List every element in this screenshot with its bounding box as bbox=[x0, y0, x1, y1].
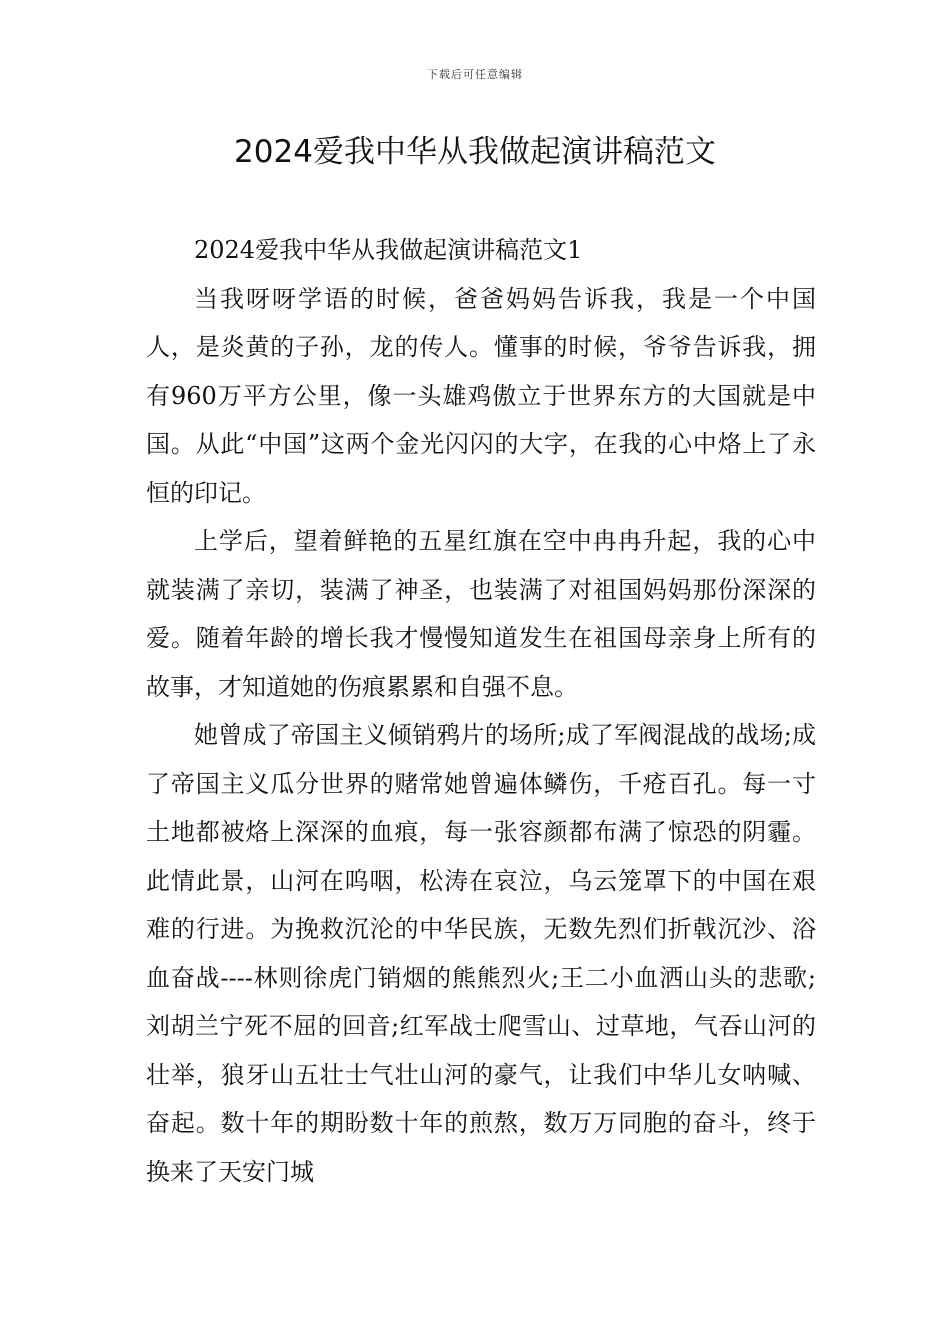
document-title: 2024爱我中华从我做起演讲稿范文 bbox=[234, 134, 716, 170]
paragraph-3: 她曾成了帝国主义倾销鸦片的场所;成了军阀混战的战场;成了帝国主义瓜分世界的赌常她曾遍体鳞伤，千疮百孔。每一寸土地都被烙上深深的血痕，每一张容颜都布满了惊恐的阴霾。此情此景，山河在呜咽，松涛在哀泣，乌云笼罩下的中国在艰难的行进。为挽救沉沦的中华民族，无数先烈们折戟沉沙、浴血奋战----林则徐虎门销烟的熊熊烈火;王二小血洒山头的悲歌;刘胡兰宁死不屈的回音;红军战士爬雪山、过草地，气吞山河的壮举，狼牙山五壮士气壮山河的豪气，让我们中华儿女呐喊、奋起。数十年的期盼数十年的煎熬，数万万同胞的奋斗，终于换来了天安门城 bbox=[146, 721, 816, 1186]
document-body bbox=[146, 226, 816, 1196]
page-header-note: 下载后可任意编辑 bbox=[427, 68, 523, 81]
paragraph-2: 上学后，望着鲜艳的五星红旗在空中冉冉升起，我的心中就装满了亲切，装满了神圣，也装满了对祖国妈妈那份深深的爱。随着年龄的增长我才慢慢知道发生在祖国母亲身上所有的故事，才知道她的伤痕累累和自强不息。 bbox=[146, 527, 816, 701]
section-subheading: 2024爱我中华从我做起演讲稿范文1 bbox=[194, 236, 583, 264]
paragraph-1: 当我呀呀学语的时候，爸爸妈妈告诉我，我是一个中国人，是炎黄的子孙，龙的传人。懂事的时候，爷爷告诉我，拥有960万平方公里，像一头雄鸡傲立于世界东方的大国就是中国。从此“中国”这两个金光闪闪的大字，在我的心中烙上了永恒的印记。 bbox=[146, 284, 816, 507]
